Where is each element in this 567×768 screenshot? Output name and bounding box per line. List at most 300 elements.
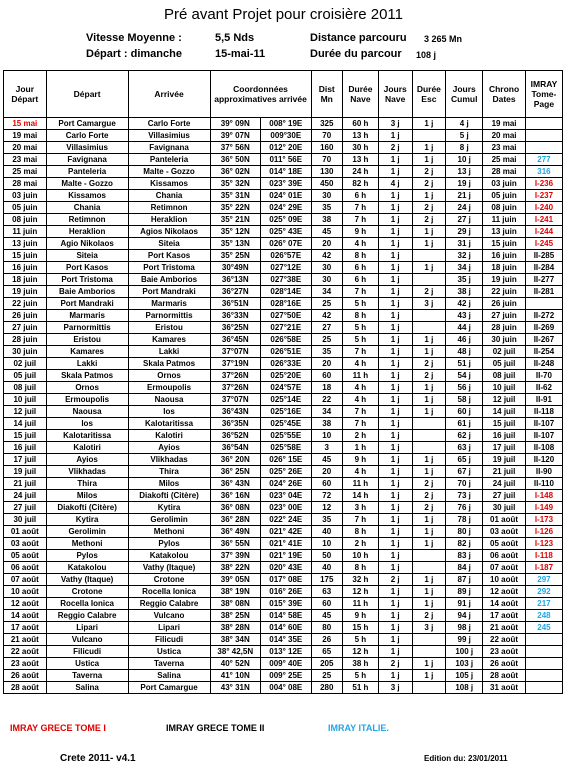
- cell-day: 05 juil: [4, 370, 47, 382]
- col-header-day: Jour Départ: [4, 71, 47, 118]
- cell-departure: Port Kasos: [46, 262, 128, 274]
- cell-departure: Vathy (Itaque): [46, 574, 128, 586]
- cell-latitude: 38° 19N: [210, 586, 261, 598]
- itinerary-table: [3, 70, 563, 694]
- edition-label: Edition du: 23/01/2011: [424, 754, 508, 763]
- col-header-imray-page: IMRAY Tome-Page: [525, 71, 562, 118]
- cell-arrival: Chania: [128, 190, 210, 202]
- cell-nav-duration: 7 h: [342, 418, 378, 430]
- cell-arrival: Rocella Ionica: [128, 586, 210, 598]
- cell-nav-duration: 38 h: [342, 658, 378, 670]
- cell-nav-duration: 60 h: [342, 118, 378, 130]
- cell-day: 18 juin: [4, 274, 47, 286]
- cell-nav-duration: 5 h: [342, 634, 378, 646]
- cell-departure: Thira: [46, 478, 128, 490]
- cell-arrival: Vathy (Itaque): [128, 562, 210, 574]
- cell-nav-days: 1 j: [378, 154, 412, 166]
- cell-longitude: 016° 26E: [261, 586, 312, 598]
- cell-latitude: 36°13N: [210, 274, 261, 286]
- cell-chrono-date: 12 juil: [483, 394, 526, 406]
- cell-arrival: Diakofti (Citère): [128, 490, 210, 502]
- cell-departure: Pylos: [46, 550, 128, 562]
- cell-imray-page: 248: [525, 610, 562, 622]
- table-row: [4, 334, 563, 346]
- cell-imray-page: II-254: [525, 346, 562, 358]
- cell-departure: Skala Patmos: [46, 370, 128, 382]
- table-row: [4, 190, 563, 202]
- cell-latitude: 36°45N: [210, 334, 261, 346]
- col-header-chrono-dates: Chrono Dates: [483, 71, 526, 118]
- table-row: [4, 682, 563, 694]
- cell-departure: Carlo Forte: [46, 130, 128, 142]
- table-row: [4, 202, 563, 214]
- table-row: [4, 118, 563, 130]
- col-header-arrival: Arrivée: [128, 71, 210, 118]
- cell-chrono-date: 11 juin: [483, 214, 526, 226]
- table-row: [4, 178, 563, 190]
- cell-cumulative-days: 10 j: [446, 154, 483, 166]
- cell-cumulative-days: 78 j: [446, 514, 483, 526]
- cell-departure: Kamares: [46, 346, 128, 358]
- col-header-distance: Dist Mn: [311, 71, 342, 118]
- table-row: [4, 214, 563, 226]
- col-header-coordinates: Coordonnées approximatives arrivée: [210, 71, 311, 118]
- cell-stop-duration: 2 j: [412, 178, 446, 190]
- cell-stop-duration: 1 j: [412, 454, 446, 466]
- cell-distance: 20: [311, 238, 342, 250]
- cell-latitude: 37°07N: [210, 394, 261, 406]
- cell-chrono-date: 19 juin: [483, 274, 526, 286]
- cell-cumulative-days: 63 j: [446, 442, 483, 454]
- cell-nav-duration: 4 h: [342, 394, 378, 406]
- cell-nav-days: 1 j: [378, 598, 412, 610]
- cell-stop-duration: [412, 322, 446, 334]
- cell-cumulative-days: 87 j: [446, 574, 483, 586]
- cell-imray-page: II-277: [525, 274, 562, 286]
- cell-latitude: 36°35N: [210, 418, 261, 430]
- cell-cumulative-days: 56 j: [446, 382, 483, 394]
- cell-nav-duration: 15 h: [342, 622, 378, 634]
- table-row: [4, 670, 563, 682]
- cell-distance: 27: [311, 322, 342, 334]
- cell-arrival: Kissamos: [128, 178, 210, 190]
- cell-longitude: 014° 60E: [261, 622, 312, 634]
- cell-latitude: 37°26N: [210, 382, 261, 394]
- table-row: [4, 394, 563, 406]
- cell-departure: Kissamos: [46, 190, 128, 202]
- cell-distance: 25: [311, 298, 342, 310]
- cell-latitude: 35° 13N: [210, 238, 261, 250]
- cell-imray-page: II-284: [525, 262, 562, 274]
- cell-cumulative-days: 13 j: [446, 166, 483, 178]
- table-row: [4, 490, 563, 502]
- table-row: [4, 370, 563, 382]
- cell-nav-duration: 7 h: [342, 346, 378, 358]
- cell-day: 30 juil: [4, 514, 47, 526]
- cell-longitude: 025°14E: [261, 394, 312, 406]
- departure-value: 15-mai-11: [215, 48, 266, 60]
- cell-distance: 25: [311, 334, 342, 346]
- cell-stop-duration: 1 j: [412, 226, 446, 238]
- table-row: [4, 250, 563, 262]
- cell-latitude: 36° 55N: [210, 538, 261, 550]
- distance-value: 3 265 Mn: [424, 34, 463, 44]
- cell-longitude: 008° 19E: [261, 118, 312, 130]
- cell-stop-duration: 1 j: [412, 406, 446, 418]
- cell-departure: Malte - Gozzo: [46, 178, 128, 190]
- cell-imray-page: I-149: [525, 502, 562, 514]
- cell-chrono-date: 28 août: [483, 670, 526, 682]
- cell-nav-duration: 13 h: [342, 130, 378, 142]
- table-row: [4, 574, 563, 586]
- cell-stop-duration: [412, 550, 446, 562]
- cell-day: 14 août: [4, 610, 47, 622]
- cell-arrival: Methoni: [128, 526, 210, 538]
- cell-departure: Ornos: [46, 382, 128, 394]
- cell-distance: 42: [311, 250, 342, 262]
- cell-day: 26 juin: [4, 310, 47, 322]
- cell-latitude: 38° 25N: [210, 610, 261, 622]
- cell-nav-days: 3 j: [378, 682, 412, 694]
- cell-nav-days: 1 j: [378, 346, 412, 358]
- cell-nav-days: 3 j: [378, 118, 412, 130]
- cell-day: 23 août: [4, 658, 47, 670]
- cell-nav-duration: 7 h: [342, 286, 378, 298]
- cell-nav-duration: 13 h: [342, 154, 378, 166]
- cell-latitude: 38° 08N: [210, 598, 261, 610]
- table-row: [4, 658, 563, 670]
- cell-longitude: 024°57E: [261, 382, 312, 394]
- cell-distance: 42: [311, 310, 342, 322]
- cell-departure: Reggio Calabre: [46, 610, 128, 622]
- cell-day: 03 août: [4, 538, 47, 550]
- cell-longitude: 025° 43E: [261, 226, 312, 238]
- cell-stop-duration: 2 j: [412, 610, 446, 622]
- cell-longitude: 026°57E: [261, 250, 312, 262]
- cell-chrono-date: 03 août: [483, 526, 526, 538]
- cell-longitude: 025°58E: [261, 442, 312, 454]
- cell-chrono-date: 26 août: [483, 658, 526, 670]
- table-row: [4, 274, 563, 286]
- cell-arrival: Marmaris: [128, 298, 210, 310]
- cell-arrival: Ermoupolis: [128, 382, 210, 394]
- cell-imray-page: [525, 130, 562, 142]
- cell-nav-duration: 11 h: [342, 370, 378, 382]
- cell-cumulative-days: 38 j: [446, 286, 483, 298]
- cell-chrono-date: 28 mai: [483, 166, 526, 178]
- cell-nav-duration: 7 h: [342, 406, 378, 418]
- cell-nav-days: 1 j: [378, 406, 412, 418]
- cell-stop-duration: 2 j: [412, 478, 446, 490]
- table-row: [4, 622, 563, 634]
- cell-latitude: 38° 34N: [210, 634, 261, 646]
- cell-nav-duration: 4 h: [342, 382, 378, 394]
- cell-cumulative-days: 31 j: [446, 238, 483, 250]
- cell-distance: 38: [311, 418, 342, 430]
- cell-imray-page: I-118: [525, 550, 562, 562]
- cell-distance: 10: [311, 430, 342, 442]
- cell-departure: Rocella Ionica: [46, 598, 128, 610]
- cell-imray-page: II-285: [525, 250, 562, 262]
- cell-cumulative-days: 48 j: [446, 346, 483, 358]
- cell-chrono-date: 18 juin: [483, 262, 526, 274]
- cell-stop-duration: 1 j: [412, 334, 446, 346]
- cell-day: 28 mai: [4, 178, 47, 190]
- cell-departure: Marmaris: [46, 310, 128, 322]
- cell-day: 21 juil: [4, 478, 47, 490]
- table-row: [4, 418, 563, 430]
- cell-imray-page: II-120: [525, 454, 562, 466]
- cell-nav-duration: 24 h: [342, 166, 378, 178]
- cell-day: 19 juil: [4, 466, 47, 478]
- cell-departure: Katakolou: [46, 562, 128, 574]
- cell-longitude: 024° 29E: [261, 202, 312, 214]
- cell-cumulative-days: 84 j: [446, 562, 483, 574]
- cell-longitude: 012° 20E: [261, 142, 312, 154]
- cell-nav-duration: 8 h: [342, 250, 378, 262]
- cell-nav-duration: 14 h: [342, 490, 378, 502]
- cell-nav-duration: 8 h: [342, 526, 378, 538]
- cell-stop-duration: 1 j: [412, 670, 446, 682]
- cell-longitude: 013° 12E: [261, 646, 312, 658]
- table-row: [4, 586, 563, 598]
- cell-chrono-date: 17 août: [483, 610, 526, 622]
- cell-longitude: 020° 43E: [261, 562, 312, 574]
- cell-departure: Parnormittis: [46, 322, 128, 334]
- cell-distance: 45: [311, 454, 342, 466]
- cell-chrono-date: 17 juil: [483, 442, 526, 454]
- cell-latitude: 39° 09N: [210, 118, 261, 130]
- cell-arrival: Baie Amborios: [128, 274, 210, 286]
- cell-distance: 35: [311, 346, 342, 358]
- cell-nav-days: 1 j: [378, 502, 412, 514]
- cell-day: 24 juil: [4, 490, 47, 502]
- cell-chrono-date: 26 juin: [483, 298, 526, 310]
- cell-distance: 30: [311, 274, 342, 286]
- cell-chrono-date: 21 août: [483, 622, 526, 634]
- cell-latitude: 38° 28N: [210, 622, 261, 634]
- cell-stop-duration: 1 j: [412, 538, 446, 550]
- cell-chrono-date: 20 mai: [483, 130, 526, 142]
- cell-nav-duration: 2 h: [342, 430, 378, 442]
- legend-imray-tome-2: IMRAY GRECE TOME II: [166, 723, 265, 733]
- cell-imray-page: II-108: [525, 442, 562, 454]
- cell-departure: Lipari: [46, 622, 128, 634]
- cell-arrival: Vlikhadas: [128, 454, 210, 466]
- cell-arrival: Villasimius: [128, 130, 210, 142]
- cell-nav-days: 1 j: [378, 262, 412, 274]
- cell-latitude: 39° 05N: [210, 574, 261, 586]
- cell-latitude: 37° 39N: [210, 550, 261, 562]
- cell-distance: 34: [311, 286, 342, 298]
- cell-nav-duration: 32 h: [342, 574, 378, 586]
- table-row: [4, 142, 563, 154]
- cell-chrono-date: 23 mai: [483, 142, 526, 154]
- cell-latitude: 36° 28N: [210, 514, 261, 526]
- cell-imray-page: 217: [525, 598, 562, 610]
- cell-stop-duration: 2 j: [412, 202, 446, 214]
- cell-cumulative-days: 108 j: [446, 682, 483, 694]
- cell-day: 13 juin: [4, 238, 47, 250]
- cell-chrono-date: 30 juil: [483, 502, 526, 514]
- cell-nav-duration: 6 h: [342, 190, 378, 202]
- cell-stop-duration: 1 j: [412, 346, 446, 358]
- duration-label: Durée du parcour: [310, 48, 402, 60]
- cell-longitude: 025°45E: [261, 418, 312, 430]
- cell-stop-duration: [412, 130, 446, 142]
- cell-distance: 60: [311, 478, 342, 490]
- cell-imray-page: [525, 142, 562, 154]
- cell-longitude: 025° 09E: [261, 214, 312, 226]
- cell-stop-duration: [412, 310, 446, 322]
- cell-nav-days: 1 j: [378, 250, 412, 262]
- cell-arrival: Favignana: [128, 142, 210, 154]
- cell-chrono-date: 10 août: [483, 574, 526, 586]
- cell-nav-days: 1 j: [378, 286, 412, 298]
- cell-chrono-date: 05 juin: [483, 190, 526, 202]
- speed-value: 5,5 Nds: [215, 32, 255, 44]
- table-row: [4, 238, 563, 250]
- cell-cumulative-days: 21 j: [446, 190, 483, 202]
- cell-arrival: Ios: [128, 406, 210, 418]
- page-title: Pré avant Projet pour croisière 2011: [163, 6, 404, 23]
- cell-nav-duration: 11 h: [342, 598, 378, 610]
- cell-arrival: Lipari: [128, 622, 210, 634]
- cell-latitude: 37°19N: [210, 358, 261, 370]
- cell-day: 07 août: [4, 574, 47, 586]
- cell-longitude: 014° 35E: [261, 634, 312, 646]
- cell-imray-page: I-126: [525, 526, 562, 538]
- cell-nav-duration: 9 h: [342, 226, 378, 238]
- cell-arrival: Eristou: [128, 322, 210, 334]
- cell-chrono-date: 07 août: [483, 562, 526, 574]
- col-header-nav-days: Jours Nave: [378, 71, 412, 118]
- cell-nav-days: 1 j: [378, 526, 412, 538]
- cell-arrival: Heraklion: [128, 214, 210, 226]
- cell-longitude: 015° 39E: [261, 598, 312, 610]
- cell-distance: 65: [311, 646, 342, 658]
- cell-imray-page: I-173: [525, 514, 562, 526]
- cell-arrival: Crotone: [128, 574, 210, 586]
- cell-nav-duration: 6 h: [342, 262, 378, 274]
- distance-label: Distance parcouru: [310, 32, 407, 44]
- cell-nav-duration: 8 h: [342, 310, 378, 322]
- cell-longitude: 026°58E: [261, 334, 312, 346]
- cell-stop-duration: 1 j: [412, 190, 446, 202]
- cell-longitude: 026° 15E: [261, 454, 312, 466]
- cell-nav-days: 1 j: [378, 202, 412, 214]
- cell-departure: Taverna: [46, 670, 128, 682]
- cell-distance: 72: [311, 490, 342, 502]
- cell-distance: 18: [311, 382, 342, 394]
- cell-cumulative-days: 8 j: [446, 142, 483, 154]
- cell-arrival: Parnormittis: [128, 310, 210, 322]
- cell-nav-days: 1 j: [378, 586, 412, 598]
- cell-day: 16 juin: [4, 262, 47, 274]
- cell-stop-duration: [412, 430, 446, 442]
- cell-longitude: 014° 58E: [261, 610, 312, 622]
- cell-cumulative-days: 94 j: [446, 610, 483, 622]
- cell-latitude: 35° 31N: [210, 190, 261, 202]
- cell-stop-duration: [412, 682, 446, 694]
- cell-departure: Filicudi: [46, 646, 128, 658]
- cell-imray-page: 277: [525, 154, 562, 166]
- cell-nav-duration: 4 h: [342, 466, 378, 478]
- cell-chrono-date: 05 juil: [483, 358, 526, 370]
- table-row: [4, 346, 563, 358]
- cell-longitude: 025°16E: [261, 406, 312, 418]
- cell-imray-page: II-269: [525, 322, 562, 334]
- cell-arrival: Kalotaritissa: [128, 418, 210, 430]
- cell-distance: 80: [311, 622, 342, 634]
- cell-latitude: 30°49N: [210, 262, 261, 274]
- cell-cumulative-days: 82 j: [446, 538, 483, 550]
- cell-departure: Naousa: [46, 406, 128, 418]
- cell-latitude: 35° 25N: [210, 250, 261, 262]
- cell-imray-page: [525, 634, 562, 646]
- cell-nav-days: 1 j: [378, 298, 412, 310]
- cell-chrono-date: 10 juil: [483, 382, 526, 394]
- cell-day: 23 mai: [4, 154, 47, 166]
- cell-latitude: 36°27N: [210, 286, 261, 298]
- cell-longitude: 027°38E: [261, 274, 312, 286]
- cell-latitude: 36°52N: [210, 430, 261, 442]
- cell-cumulative-days: 54 j: [446, 370, 483, 382]
- cell-latitude: 37°26N: [210, 370, 261, 382]
- cell-stop-duration: 1 j: [412, 526, 446, 538]
- cell-day: 08 juin: [4, 214, 47, 226]
- cell-stop-duration: 1 j: [412, 382, 446, 394]
- cell-cumulative-days: 43 j: [446, 310, 483, 322]
- legend-imray-italie: IMRAY ITALIE.: [328, 723, 389, 733]
- cell-nav-days: 1 j: [378, 538, 412, 550]
- cell-longitude: 023° 39E: [261, 178, 312, 190]
- cell-departure: Kalotiri: [46, 442, 128, 454]
- cell-nav-days: 1 j: [378, 226, 412, 238]
- cell-distance: 60: [311, 598, 342, 610]
- cell-longitude: 023° 04E: [261, 490, 312, 502]
- cell-cumulative-days: 61 j: [446, 418, 483, 430]
- cell-chrono-date: 19 mai: [483, 118, 526, 130]
- cell-day: 03 juin: [4, 190, 47, 202]
- cell-day: 14 juil: [4, 418, 47, 430]
- cell-latitude: 38° 42,5N: [210, 646, 261, 658]
- cell-nav-days: 1 j: [378, 370, 412, 382]
- cell-imray-page: I-123: [525, 538, 562, 550]
- cell-imray-page: 297: [525, 574, 562, 586]
- cell-day: 26 août: [4, 670, 47, 682]
- cell-distance: 10: [311, 538, 342, 550]
- cell-distance: 280: [311, 682, 342, 694]
- cell-arrival: Milos: [128, 478, 210, 490]
- cell-imray-page: [525, 298, 562, 310]
- cell-arrival: Katakolou: [128, 550, 210, 562]
- cell-arrival: Salina: [128, 670, 210, 682]
- cell-nav-days: 1 j: [378, 238, 412, 250]
- cell-departure: Baie Amborios: [46, 286, 128, 298]
- cell-cumulative-days: 105 j: [446, 670, 483, 682]
- table-row: [4, 466, 563, 478]
- table-row: [4, 526, 563, 538]
- departure-label: Départ : dimanche: [86, 48, 182, 60]
- cell-stop-duration: [412, 250, 446, 262]
- cell-stop-duration: 2 j: [412, 358, 446, 370]
- cell-imray-page: [525, 646, 562, 658]
- cell-latitude: 37° 56N: [210, 142, 261, 154]
- cell-departure: Lakki: [46, 358, 128, 370]
- cell-nav-days: 1 j: [378, 130, 412, 142]
- cell-departure: Ustica: [46, 658, 128, 670]
